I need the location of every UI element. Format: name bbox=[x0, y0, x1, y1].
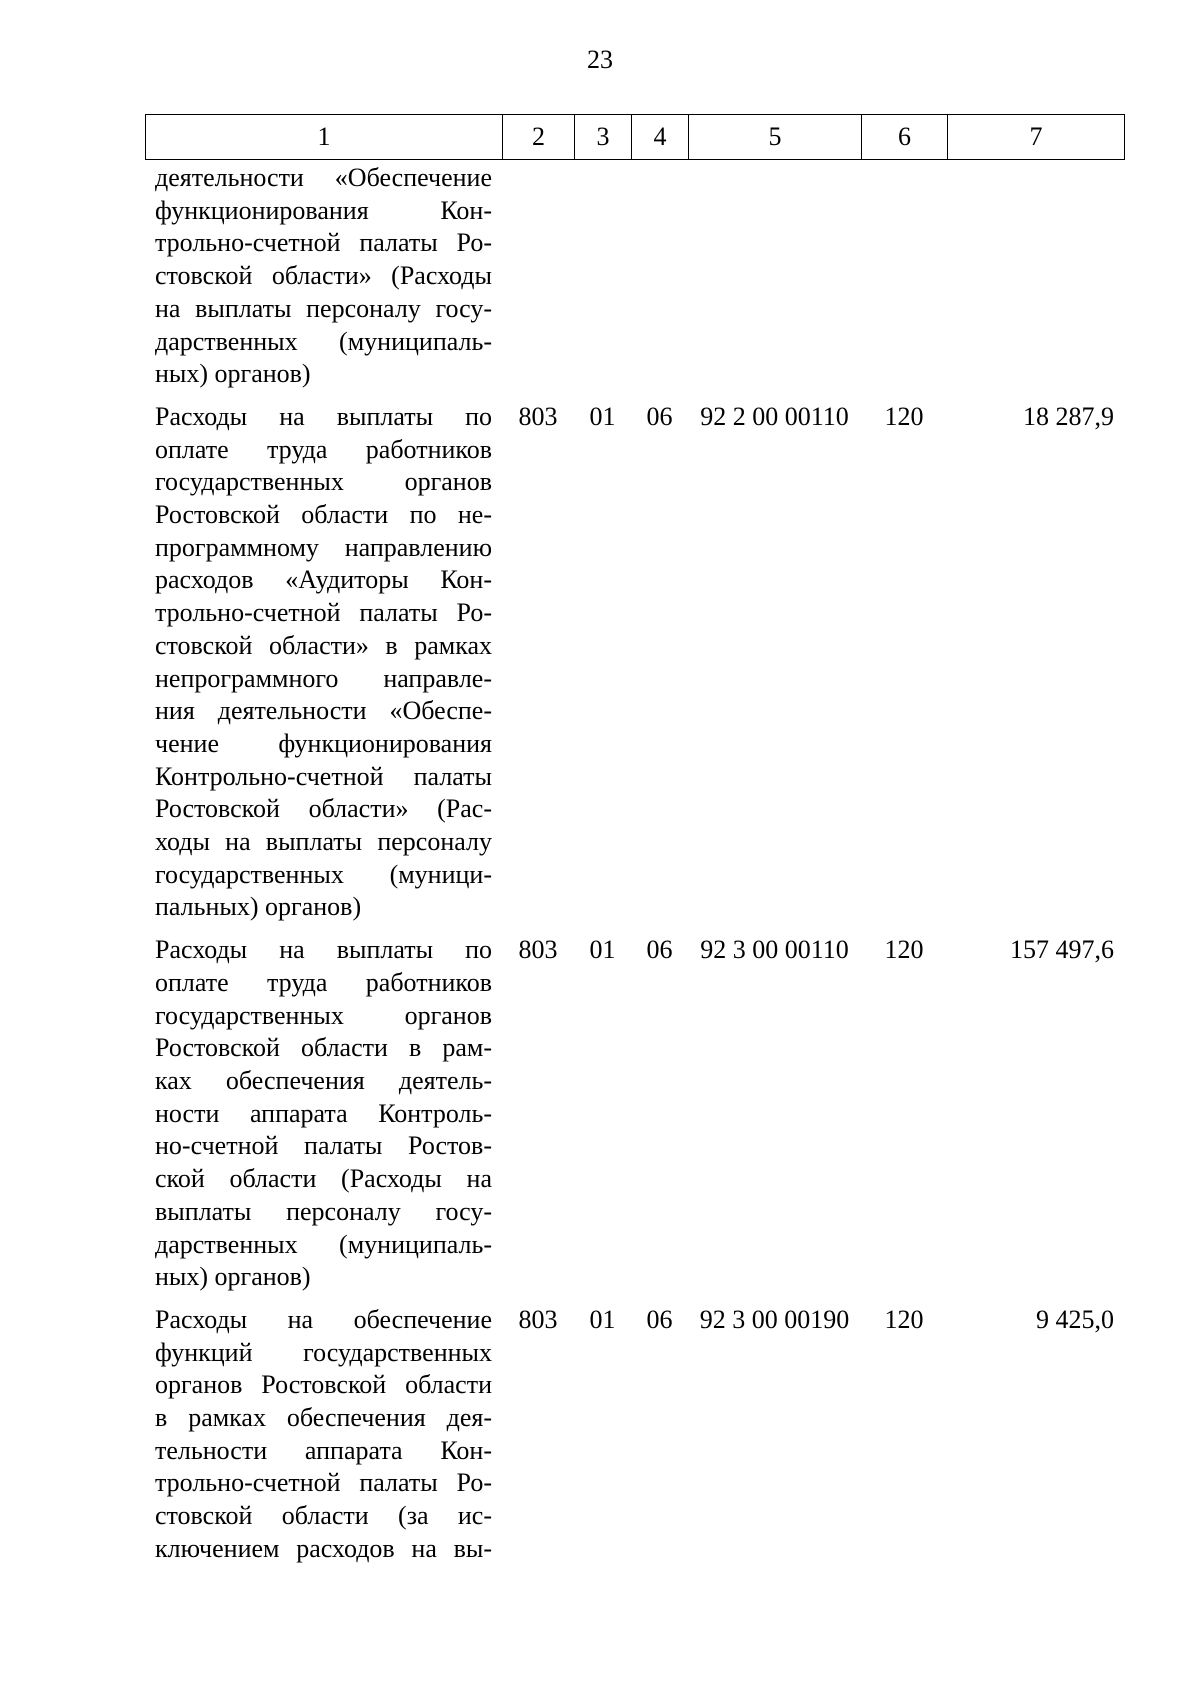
description-line: ния деятельности «Обеспе- bbox=[155, 696, 492, 726]
cell-expense-type: 120 bbox=[884, 401, 924, 431]
page-number: 23 bbox=[587, 45, 613, 74]
cell-section: 01 bbox=[589, 1304, 616, 1334]
cell-amount bbox=[947, 162, 1124, 401]
description-line: Расходы на выплаты по bbox=[155, 401, 492, 431]
cell-section bbox=[574, 162, 631, 401]
description-line: Ростовской области в рам- bbox=[155, 1033, 492, 1063]
description-line: непрограммного направле- bbox=[155, 663, 492, 693]
description-line: программному направлению bbox=[155, 532, 492, 562]
description-line: Контрольно-счетной палаты bbox=[155, 761, 492, 791]
description-line: трольно-счетной палаты Ро- bbox=[155, 598, 492, 628]
cell-ministry-code: 803 bbox=[518, 401, 558, 431]
description-line: дарственных (муниципаль- bbox=[155, 326, 492, 356]
table-row bbox=[145, 401, 1124, 934]
description-line: на выплаты персоналу госу- bbox=[155, 293, 492, 323]
description-line: тельности аппарата Кон- bbox=[155, 1435, 492, 1465]
cell-expense-type: 120 bbox=[884, 935, 924, 965]
cell-expense-type bbox=[861, 162, 947, 401]
description-line: органов Ростовской области bbox=[155, 1370, 492, 1400]
cell-expense-type: 120 bbox=[884, 1304, 924, 1334]
column-header-6: 6 bbox=[862, 115, 948, 160]
description-line: Ростовской области» (Рас- bbox=[155, 794, 492, 824]
description-line: чение функционирования bbox=[155, 728, 492, 758]
column-header-7: 7 bbox=[948, 115, 1125, 160]
cell-subsection: 06 bbox=[646, 401, 673, 431]
description-line: Расходы на выплаты по bbox=[155, 935, 492, 965]
description-line: государственных (муници- bbox=[155, 859, 492, 889]
description-line: ных) органов) bbox=[155, 1262, 311, 1292]
table-header bbox=[145, 114, 1125, 160]
cell-subsection: 06 bbox=[646, 1304, 673, 1334]
cell-amount: 157 497,6 bbox=[1010, 935, 1114, 965]
cell-amount: 18 287,9 bbox=[1023, 401, 1114, 431]
description-line: деятельности «Обеспечение bbox=[155, 163, 492, 192]
description-line: оплате труда работников bbox=[155, 967, 492, 997]
description-line: ключением расходов на вы- bbox=[155, 1533, 492, 1563]
cell-ministry-code bbox=[502, 162, 574, 401]
column-header-4: 4 bbox=[632, 115, 689, 160]
description-line: в рамках обеспечения дея- bbox=[155, 1403, 492, 1433]
description-line: ности аппарата Контроль- bbox=[155, 1098, 492, 1128]
cell-ministry-code: 803 bbox=[518, 1304, 558, 1334]
cell-target-article bbox=[688, 162, 861, 401]
description-line: Расходы на обеспечение bbox=[155, 1304, 492, 1334]
description-line: стовской области» (Расходы bbox=[155, 261, 492, 291]
column-header-2: 2 bbox=[503, 115, 575, 160]
description-line: стовской области (за ис- bbox=[155, 1501, 492, 1531]
description-line: ходы на выплаты персоналу bbox=[155, 827, 492, 857]
description-line: оплате труда работников bbox=[155, 434, 492, 464]
cell-amount: 9 425,0 bbox=[1036, 1304, 1114, 1334]
description-line: функций государственных bbox=[155, 1337, 492, 1367]
cell-section: 01 bbox=[589, 935, 616, 965]
description-line: государственных органов bbox=[155, 467, 492, 497]
table-row bbox=[145, 1304, 1124, 1576]
description-line: выплаты персоналу госу- bbox=[155, 1196, 492, 1226]
cell-subsection: 06 bbox=[646, 935, 673, 965]
description-line: ных) органов) bbox=[155, 359, 311, 389]
cell-target-article: 92 3 00 00110 bbox=[700, 935, 849, 965]
description-line: трольно-счетной палаты Ро- bbox=[155, 228, 492, 258]
column-header-1: 1 bbox=[146, 115, 503, 160]
description-line: расходов «Аудиторы Кон- bbox=[155, 565, 492, 595]
row-description bbox=[145, 401, 502, 934]
description-line: ской области (Расходы на bbox=[155, 1164, 492, 1194]
cell-subsection bbox=[631, 162, 688, 401]
description-line: ках обеспечения деятель- bbox=[155, 1065, 492, 1095]
description-line: стовской области» в рамках bbox=[155, 630, 492, 660]
description-line: но-счетной палаты Ростов- bbox=[155, 1131, 492, 1161]
cell-section: 01 bbox=[589, 401, 616, 431]
description-line: Ростовской области по не- bbox=[155, 500, 492, 530]
description-line: функционирования Кон- bbox=[155, 195, 492, 225]
row-description bbox=[145, 934, 502, 1304]
cell-target-article: 92 2 00 00110 bbox=[700, 401, 849, 431]
column-header-5: 5 bbox=[689, 115, 862, 160]
description-line: дарственных (муниципаль- bbox=[155, 1229, 492, 1259]
table-row bbox=[145, 934, 1124, 1304]
row-description bbox=[145, 162, 502, 401]
column-header-3: 3 bbox=[575, 115, 632, 160]
cell-target-article: 92 3 00 00190 bbox=[699, 1304, 850, 1334]
cell-ministry-code: 803 bbox=[518, 935, 558, 965]
description-line: пальных) органов) bbox=[155, 892, 362, 922]
row-description bbox=[145, 1304, 502, 1576]
table-row bbox=[145, 162, 1124, 401]
budget-table-body bbox=[145, 162, 1124, 1576]
description-line: трольно-счетной палаты Ро- bbox=[155, 1468, 492, 1498]
description-line: государственных органов bbox=[155, 1000, 492, 1030]
